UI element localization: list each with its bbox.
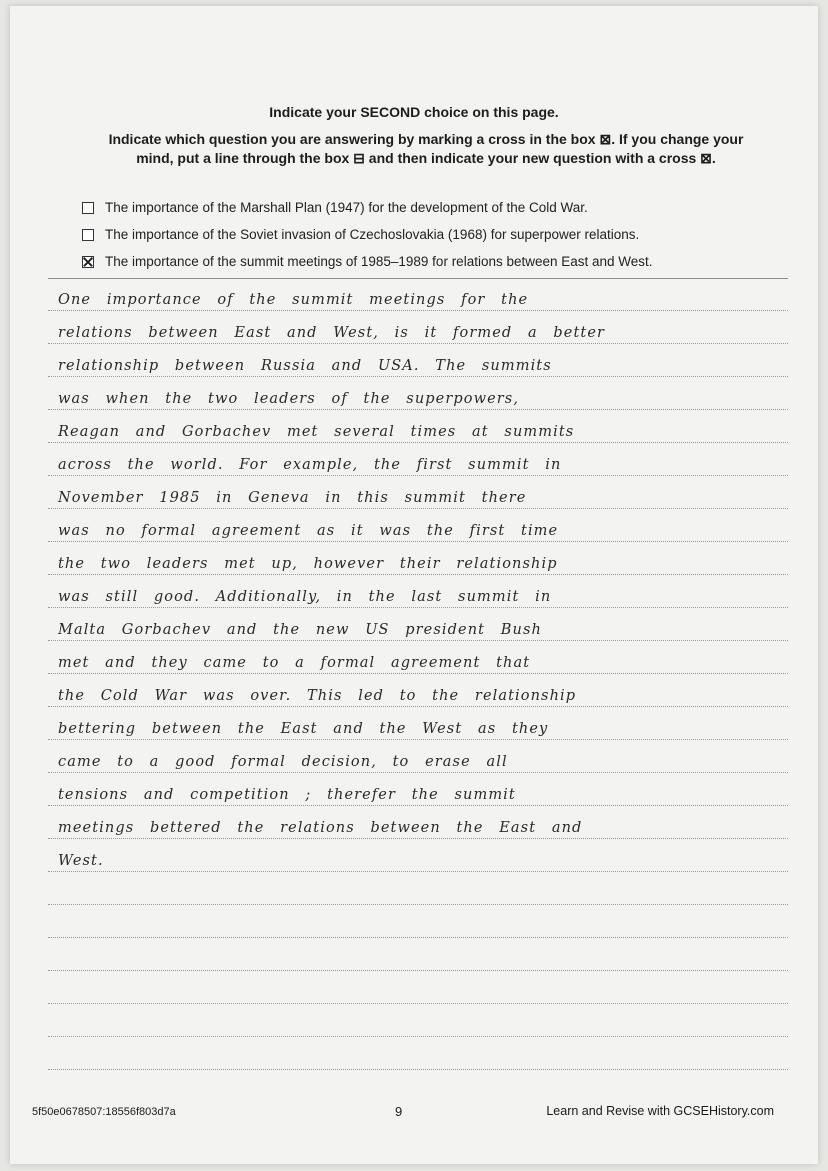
answer-line[interactable]	[48, 971, 788, 1004]
answer-line[interactable]	[48, 344, 788, 377]
answer-line[interactable]	[48, 509, 788, 542]
answer-line[interactable]	[48, 674, 788, 707]
handwritten-text: met and they came to a formal agreement that	[58, 655, 531, 671]
checkbox-marshall-plan[interactable]	[82, 202, 94, 214]
answer-line[interactable]	[48, 443, 788, 476]
answer-line[interactable]	[48, 1004, 788, 1037]
answer-line[interactable]	[48, 608, 788, 641]
handwritten-text: the two leaders met up, however their relationship	[58, 556, 558, 572]
handwritten-text: Malta Gorbachev and the new US president Bush	[58, 622, 542, 638]
handwritten-text: One importance of the summit meetings for the	[58, 292, 529, 308]
answer-line[interactable]	[48, 410, 788, 443]
answer-line[interactable]	[48, 905, 788, 938]
choice-label: The importance of the summit meetings of 1985–1989 for relations between East and West.	[105, 254, 653, 269]
handwritten-text: relationship between Russia and USA. The summits	[58, 358, 552, 374]
handwritten-text: November 1985 in Geneva in this summit there	[58, 490, 527, 506]
question-choices	[82, 194, 653, 275]
second-choice-heading: Indicate your SECOND choice on this page.	[269, 104, 559, 120]
answer-line[interactable]	[48, 476, 788, 509]
handwritten-text: the Cold War was over. This led to the relationship	[58, 688, 577, 704]
exam-page	[10, 6, 818, 1164]
choice-label: The importance of the Soviet invasion of Czechoslovakia (1968) for superpower relations.	[105, 227, 640, 242]
handwritten-text: came to a good formal decision, to erase all	[58, 754, 508, 770]
question-choice-summit-meetings[interactable]	[82, 248, 653, 275]
question-choice-marshall-plan[interactable]	[82, 194, 653, 221]
handwritten-text: was no formal agreement as it was the first time	[58, 523, 559, 539]
answer-line[interactable]	[48, 575, 788, 608]
handwritten-text: across the world. For example, the first summit in	[58, 457, 562, 473]
answer-line[interactable]	[48, 542, 788, 575]
handwritten-text: meetings bettered the relations between the East and	[58, 820, 583, 836]
checkbox-summit-meetings[interactable]	[82, 256, 94, 268]
answer-line[interactable]	[48, 311, 788, 344]
answer-line[interactable]	[48, 806, 788, 839]
handwritten-text: West.	[58, 853, 104, 869]
answer-line[interactable]	[48, 872, 788, 905]
handwritten-text: was still good. Additionally, in the last summit in	[58, 589, 552, 605]
handwritten-text: relations between East and West, is it formed a better	[58, 325, 606, 341]
checkbox-czechoslovakia[interactable]	[82, 229, 94, 241]
handwritten-text: Reagan and Gorbachev met several times at summits	[58, 424, 575, 440]
choice-label: The importance of the Marshall Plan (1947) for the development of the Cold War.	[105, 200, 588, 215]
answer-line[interactable]	[48, 707, 788, 740]
page-number: 9	[395, 1104, 403, 1119]
handwritten-text: bettering between the East and the West as they	[58, 721, 549, 737]
answer-line[interactable]	[48, 839, 788, 872]
answer-line[interactable]	[48, 641, 788, 674]
answer-line[interactable]	[48, 1037, 788, 1070]
instruction-line-2: mind, put a line through the box ⊟ and then indicate your new question with a cross ⊠.	[136, 150, 716, 166]
question-choice-czechoslovakia[interactable]	[82, 221, 653, 248]
brand-text: Learn and Revise with GCSEHistory.com	[546, 1104, 774, 1118]
answer-line[interactable]	[48, 377, 788, 410]
instruction-line-1: Indicate which question you are answering by marking a cross in the box ⊠. If you change your	[108, 131, 744, 147]
document-code: 5f50e0678507:18556f803d7a	[32, 1106, 176, 1118]
answer-line[interactable]	[48, 740, 788, 773]
handwritten-text: tensions and competition ; therefer the summit	[58, 787, 516, 803]
answer-line[interactable]	[48, 773, 788, 806]
handwritten-text: was when the two leaders of the superpowers,	[58, 391, 520, 407]
answer-line[interactable]	[48, 278, 788, 311]
instructions-block	[10, 104, 818, 168]
answer-line[interactable]	[48, 938, 788, 971]
